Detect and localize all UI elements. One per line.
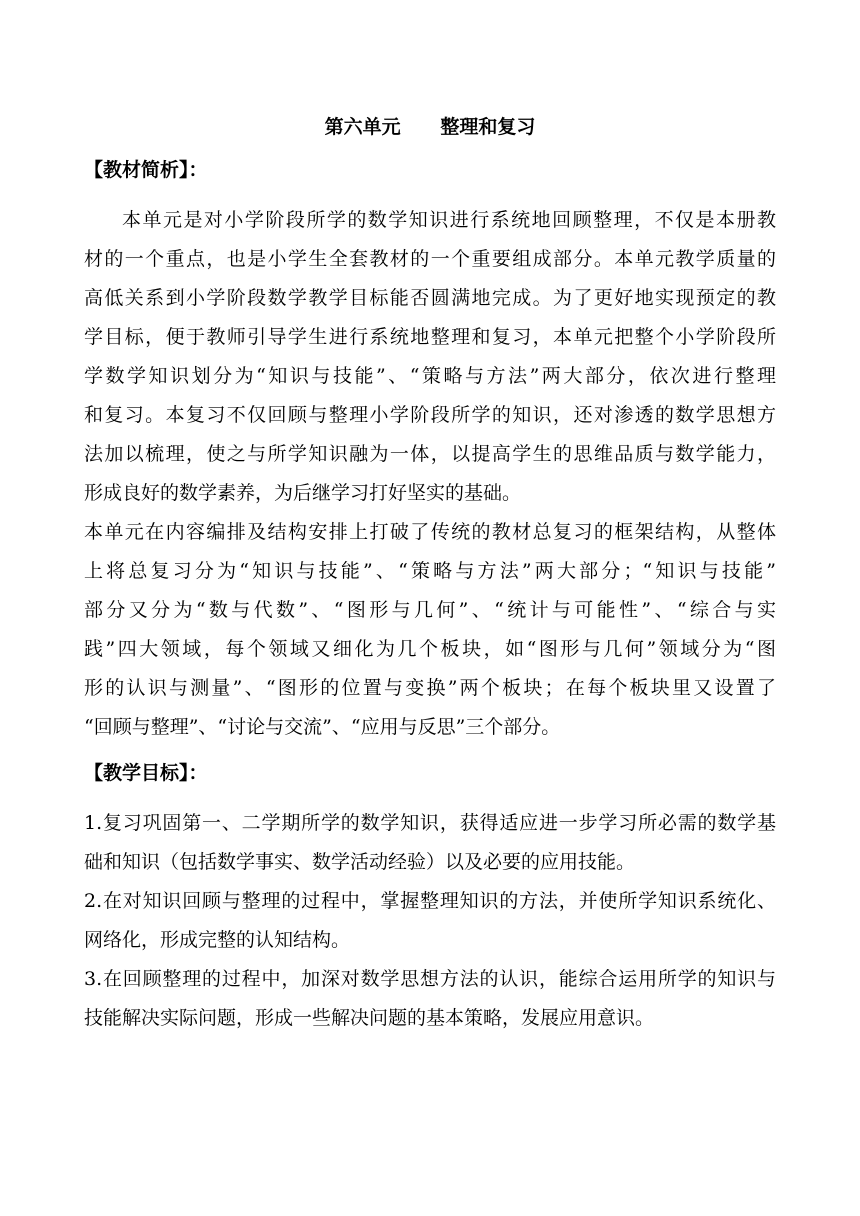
paragraph-line: 本单元在内容编排及结构安排上打破了传统的教材总复习的框架结构，从整体 — [84, 521, 776, 543]
paragraph-line: 和复习。本复习不仅回顾与整理小学阶段所学的知识，还对渗透的数学思想方 — [84, 404, 776, 426]
section-heading-teaching-goals: 【教学目标】： — [84, 762, 208, 784]
paragraph-line: 学目标，便于教师引导学生进行系统地整理和复习，本单元把整个小学阶段所 — [84, 326, 776, 348]
paragraph-line: 上将总复习分为“知识与技能”、“策略与方法”两大部分；“知识与技能” — [84, 560, 776, 582]
goal-line: 技能解决实际问题，形成一些解决问题的基本策略，发展应用意识。 — [84, 1007, 655, 1029]
goal-line: 网络化，形成完整的认知结构。 — [84, 929, 351, 951]
paragraph-line: 形成良好的数学素养，为后继学习打好坚实的基础。 — [84, 482, 522, 504]
paragraph-line: 学数学知识划分为“知识与技能”、“策略与方法”两大部分，依次进行整理 — [84, 365, 776, 387]
goal-line: 础和知识（包括数学事实、数学活动经验）以及必要的应用技能。 — [84, 851, 636, 873]
paragraph-line: 法加以梳理，使之与所学知识融为一体，以提高学生的思维品质与数学能力， — [84, 443, 776, 465]
paragraph-line: 本单元是对小学阶段所学的数学知识进行系统地回顾整理，不仅是本册教 — [122, 209, 776, 231]
goal-line: 2.在对知识回顾与整理的过程中，掌握整理知识的方法，并使所学知识系统化、 — [84, 890, 776, 912]
paragraph-line: 高低关系到小学阶段数学教学目标能否圆满地完成。为了更好地实现预定的教 — [84, 287, 776, 309]
document-title: 第六单元 整理和复习 — [324, 116, 536, 138]
paragraph-line: 材的一个重点，也是小学生全套教材的一个重要组成部分。本单元教学质量的 — [84, 248, 776, 270]
goal-line: 3.在回顾整理的过程中，加深对数学思想方法的认识，能综合运用所学的知识与 — [84, 968, 776, 990]
goal-line: 1.复习巩固第一、二学期所学的数学知识，获得适应进一步学习所必需的数学基 — [84, 812, 776, 834]
paragraph-line: “回顾与整理”、“讨论与交流”、“应用与反思”三个部分。 — [84, 716, 561, 738]
paragraph-line: 践”四大领域，每个领域又细化为几个板块，如“图形与几何”领域分为“图 — [84, 638, 776, 660]
paragraph-line: 形的认识与测量”、“图形的位置与变换”两个板块；在每个板块里又设置了 — [84, 677, 776, 699]
section-heading-textbook-analysis: 【教材简析】： — [84, 159, 208, 181]
paragraph-line: 部分又分为“数与代数”、“图形与几何”、“统计与可能性”、“综合与实 — [84, 599, 776, 621]
